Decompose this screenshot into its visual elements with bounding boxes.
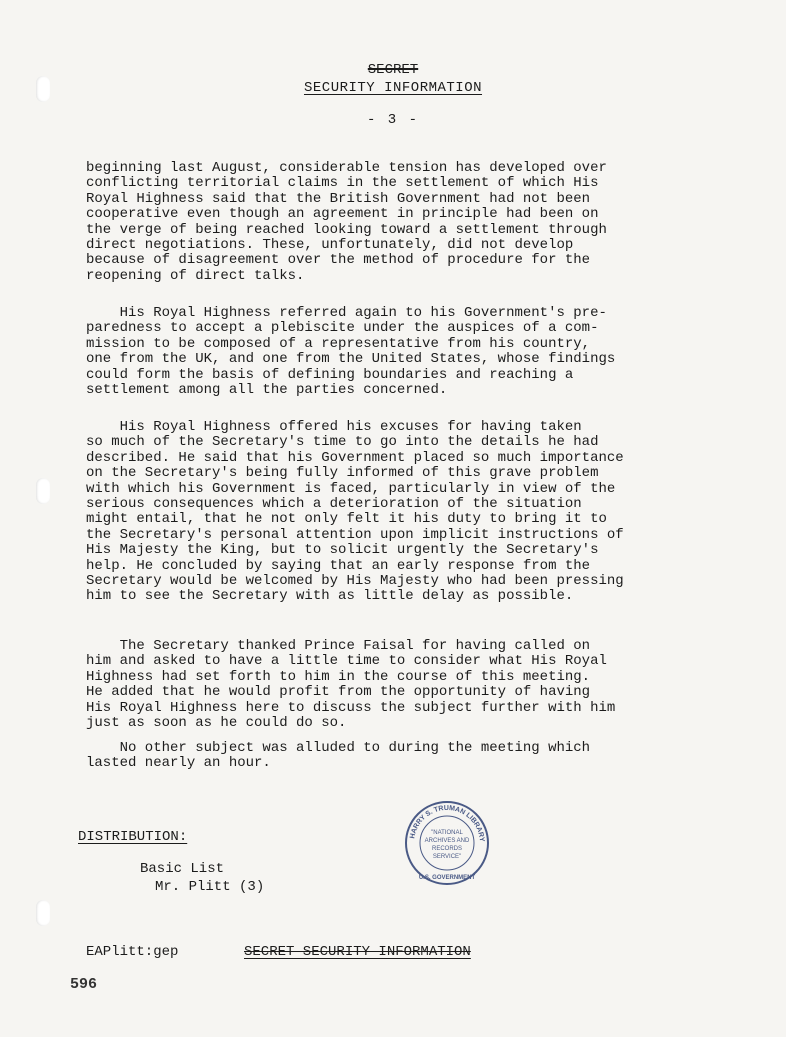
text-line: him and asked to have a little time to consider what His Royal — [86, 653, 607, 670]
distribution-label: DISTRIBUTION: — [78, 829, 188, 845]
stamp-inner-line: RECORDS — [431, 846, 463, 852]
text-line: His Majesty the King, but to solicit urgently the Secretary's — [86, 542, 599, 559]
paragraph-4 — [86, 639, 726, 731]
text-line: the verge of being reached looking toward a settlement through — [86, 221, 607, 238]
text-line: He added that he would profit from the opportunity of having — [86, 684, 591, 701]
stamp-ring-text: HARRY S. TRUMAN LIBRARY — [409, 804, 486, 843]
text-line: mission to be composed of a representative from his country, — [86, 335, 591, 352]
text-line: one from the UK, and one from the United States, whose findings — [86, 351, 616, 368]
stamp-inner-line: "NATIONAL — [431, 830, 463, 836]
text-line: described. He said that his Government placed so much importance — [86, 449, 624, 466]
text-line: help. He concluded by saying that an early response from the — [86, 557, 591, 574]
text-line: with which his Government is faced, particularly in view of the — [86, 480, 616, 497]
text-line: the Secretary's personal attention upon implicit instructions of — [86, 526, 624, 543]
text-line: Secretary would be welcomed by His Majesty who had been pressing — [86, 573, 624, 590]
binder-hole-bottom — [36, 900, 50, 926]
archive-number: 596 — [70, 976, 98, 993]
text-line: His Royal Highness here to discuss the subject further with him — [86, 699, 616, 716]
classification-header: SECURITY INFORMATION — [303, 80, 483, 96]
text-line: him to see the Secretary with as little delay as possible. — [86, 588, 574, 605]
text-line: lasted nearly an hour. — [86, 755, 271, 772]
footer-classification: SECRET SECURITY INFORMATION — [244, 944, 471, 960]
text-line: might entail, that he not only felt it his duty to bring it to — [86, 511, 607, 528]
text-line: serious consequences which a deterioration of the situation — [86, 496, 582, 513]
archive-stamp — [404, 800, 490, 886]
drafter-initials: EAPlitt:gep — [86, 944, 179, 960]
text-line: because of disagreement over the method of procedure for the — [86, 252, 591, 269]
text-line: settlement among all the parties concerned. — [86, 382, 448, 399]
text-line: His Royal Highness offered his excuses for having taken — [86, 419, 582, 435]
distribution-item: Mr. Plitt (3) — [155, 879, 265, 895]
text-line: The Secretary thanked Prince Faisal for having called on — [86, 638, 591, 654]
text-line: No other subject was alluded to during the meeting which — [86, 740, 591, 756]
paragraph-2 — [86, 306, 726, 398]
text-line: Highness had set forth to him in the course of this meeting. — [86, 668, 591, 685]
classification-struck: SECRET — [367, 62, 419, 78]
text-line: Royal Highness said that the British Government had not been — [86, 190, 591, 207]
binder-hole-middle — [36, 478, 50, 504]
text-line: reopening of direct talks. — [86, 267, 305, 284]
stamp-inner-line: ARCHIVES AND — [424, 838, 470, 844]
paragraph-1 — [86, 161, 726, 284]
text-line: so much of the Secretary's time to go into the details he had — [86, 434, 599, 451]
paragraph-5 — [86, 741, 726, 772]
text-line: direct negotiations. These, unfortunately, did not develop — [86, 237, 574, 254]
distribution-item: Basic List — [140, 861, 225, 877]
text-line: paredness to accept a plebiscite under the auspices of a com- — [86, 320, 599, 337]
text-line: cooperative even though an agreement in principle had been on — [86, 206, 599, 223]
text-line: on the Secretary's being fully informed of this grave problem — [86, 465, 599, 482]
text-line: beginning last August, considerable tension has developed over — [86, 160, 607, 176]
stamp-bottom-text: U.S. GOVERNMENT — [418, 875, 476, 881]
paragraph-3 — [86, 420, 726, 605]
text-line: conflicting territorial claims in the settlement of which His — [86, 175, 599, 192]
text-line: could form the basis of defining boundaries and reaching a — [86, 366, 574, 383]
text-line: His Royal Highness referred again to his Government's pre- — [86, 305, 607, 321]
stamp-inner-line: SERVICE" — [432, 854, 462, 860]
text-line: just as soon as he could do so. — [86, 715, 347, 732]
page-number: - 3 - — [366, 112, 419, 128]
